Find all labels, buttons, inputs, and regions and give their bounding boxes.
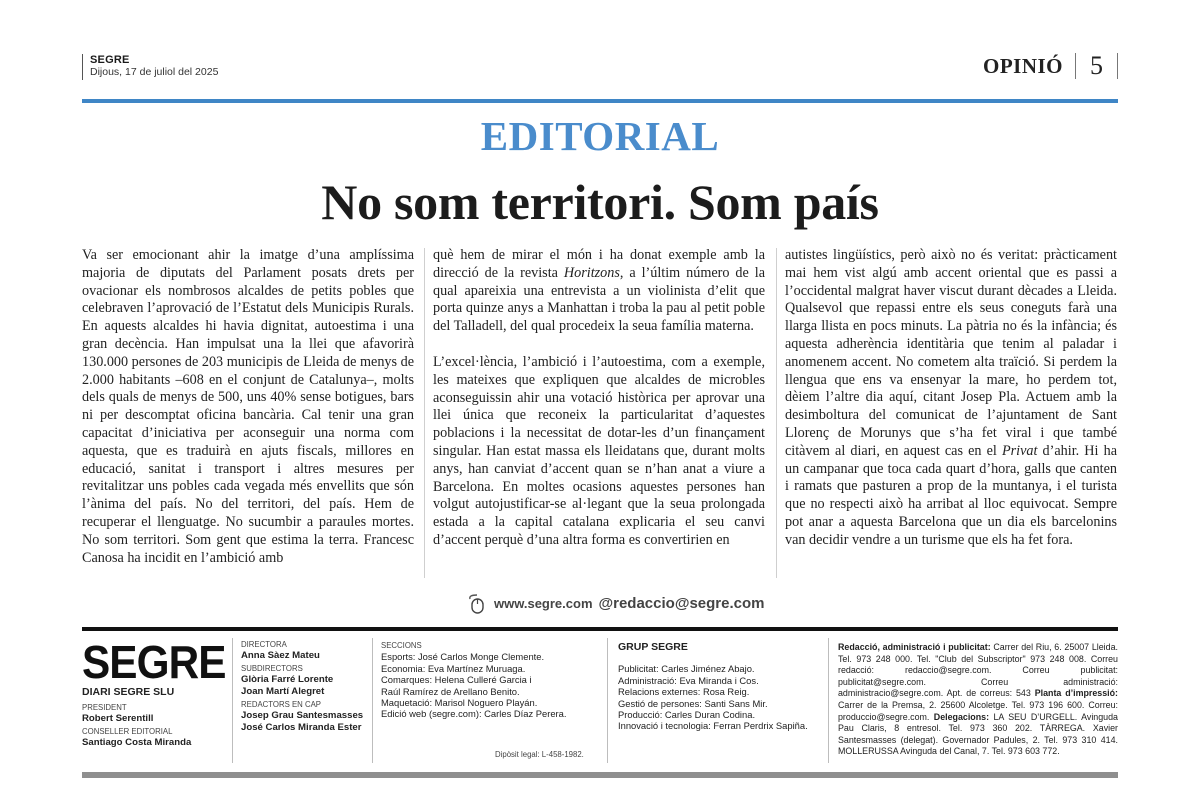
paragraph: què hem de mirar el món i ha donat exemple amb la direcció de la revista Horitzons, a l’últim número de la qual apareixia una entrevista a un violinista d’elit que porta quinze anys a Manhattan i troba la pau al petit poble del Talladell, del qual procedeix la seua família materna. (433, 247, 765, 335)
running-header-right (983, 50, 1118, 82)
paragraph: autistes lingüístics, però això no és veritat: pràcticament mai hem vist algú amb accent oriental que es passi a l’occidental malgrat haver viscut durant dècades a Lleida. Qualsevol que repassi entre els seus coneguts farà una llarga llista en pocs minuts. La pàtria no és la infància; és aquesta adherència identitària que tenim al paladar i anomenem accent. No cometem alta traïció. Si perdem la llengua que ens va ensenyar la mare, ho perdem tot, dèiem l’altre dia aquí, citant Josep Pla. Actuem amb la desimboltura del comunicat de l’ajuntament de Sant Llorenç de Morunys que s’ha fet viral i que també citàvem al diari, en aquest cas en el Privat d’ahir. Hi ha un campanar que toca cada quart d’hora, galls que canten i ramats que pasturen a prop de la muntanya, i el turista que no respecti això ha arribat al lloc equivocat. Sempre pot anar a aquesta Barcelona que un dia els barcelonins van decidir vendre a un turisme que els ha fet fora. (785, 247, 1117, 548)
masthead-sections: SECCIONS Esports: José Carlos Monge Clemente. Economia: Eva Martínez Muruaga. Comarques: Helena Culleré Garcia i Raúl Ramírez de Arellano Benito. Maquetació: Marisol Noguero Playán. Edició web (segre.com): Carles Díaz Perera. (381, 641, 567, 720)
masthead-divider (372, 638, 373, 763)
masthead-addresses: Redacció, administració i publicitat: Carrer del Riu, 6. 25007 Lleida. Tel. 973 248 000. Tel. "Club del Subscriptor" 973 248 008. Correu redacció: redaccio@segre.com. Correu publicitat: publicitat@segre.com. Correu administració: administracio@segre.com. Apt. de correus: 543 Planta d’impressió: Carrer de la Premsa, 2. 25600 Alcoletge. Tel. 973 196 600. Correu: produccio@segre.com. Delegacions: LA SEU D’URGELL. Avinguda Pau Claris, 8 entresol. Tel. 973 360 202. TÀRREGA. Xavier Santesmasses (delegat). Governador Padules, 2. Tel. 973 310 414. MOLLERUSSA Avinguda del Canal, 7. Tel. 973 603 772. (838, 642, 1118, 757)
masthead-divider (828, 638, 829, 763)
column-divider (424, 248, 425, 578)
footer-rule (82, 772, 1118, 778)
masthead-rule (82, 627, 1118, 631)
masthead-divider (607, 638, 608, 763)
article-column-1 (82, 247, 414, 567)
section-name: OPINIÓ (982, 53, 1063, 78)
kicker: EDITORIAL (480, 113, 720, 159)
email-link[interactable]: @redaccio@segre.com (598, 594, 765, 612)
segre-logo: SEGRE (82, 636, 226, 688)
legal-deposit: Dipòsit legal: L-458-1982. (495, 750, 584, 759)
conseller-name: Santiago Costa Miranda (82, 737, 192, 749)
running-header-left (82, 54, 218, 80)
article-column-3 (785, 247, 1117, 550)
company-name: DIARI SEGRE SLU (82, 686, 175, 698)
header-date: Dijous, 17 de juliol del 2025 (90, 66, 219, 78)
president-name: Robert Serentill (82, 713, 154, 724)
masthead-group: GRUP SEGRE Publicitat: Carles Jiménez Abajo. Administració: Eva Miranda i Cos. Relacions externes: Rosa Reig. Gestió de persones: Santi Sans Mir. Producció: Carles Duran Codina. Innovació i tecnologia: Ferran Perdrix Sapiña. (618, 641, 808, 732)
article-column-2 (433, 247, 765, 550)
header-separator (1075, 53, 1076, 79)
masthead-directors: DIRECTORA Anna Sàez Mateu SUBDIRECTORS Glòria Farré Lorente Joan Martí Alegret REDACTORS EN CAP Josep Grau Santesmasses José Carlos Miranda Ester (241, 640, 364, 733)
paragraph: Va ser emocionant ahir la imatge d’una amplíssima majoria de diputats del Parlament posats drets per ovacionar els nombrosos alcaldes de petits pobles que celebraven l’aprovació de l’Estatut dels Municipis Rurals. En aquests alcaldes hi havia dignitat, autoestima i una gran decència. Han impulsat una la llei que afavorirà 130.000 persones de 203 municipis de Lleida de menys de 2.000 habitants –608 en el conjunt de Catalunya–, molts dels quals de menys de 500, uns 40% sense botigues, bars ni per descomptat oficina bancària. Cal tenir una gran capacitat d’iniciativa per aconseguir una norma com aquesta, que es traduirà en ajuts fiscals, millores en educació, sanitat i transport i altres mesures per revitalitzar uns pobles cada vegada més envellits que són l’ànima del país. No del territori, del país. Hem de recuperar el llenguatge. No sucumbir a paraules mortes. No som territori. Som gent que estima la terra. Francesc Canosa ha incidit en l’ambició amb (82, 247, 414, 566)
header-rule (82, 99, 1118, 103)
group-name: GRUP SEGRE (618, 641, 688, 653)
column-divider (776, 248, 777, 578)
page-number: 5 (1090, 53, 1118, 79)
headline: No som territori. Som país (321, 174, 879, 230)
paragraph: L’excel·lència, l’ambició i l’autoestima, com a exemple, les mateixes que expliquen que alcaldes de microbles aconseguissin ahir una votació històrica per aprovar una llei única que reconeix la particularitat d’aquestes poblacions i la necessitat de dotar-les d’un finançament singular. Han estat massa els lleidatans que, durant molts anys, han canviat d’accent quan se n’han anat a viure a Barcelona. En moltes ocasions aquestes persones han volgut autojustificar-se al·legant que la seua prolongada estada a la capital catalana explicaria el seu canvi d’accent perquè d’una altra forma es convertirien en (433, 353, 765, 548)
header-brand: SEGRE (90, 54, 130, 66)
masthead-executives: PRESIDENT Robert Serentill CONSELLER EDITORIAL Santiago Costa Miranda (82, 703, 192, 749)
magazine-title: Horitzons (563, 264, 620, 281)
section-title: Privat (1001, 442, 1038, 459)
mouse-icon (466, 592, 488, 614)
directora-name: Anna Sàez Mateu (241, 650, 320, 661)
masthead-divider (232, 638, 233, 763)
website-link[interactable]: www.segre.com (494, 595, 593, 611)
contact-line (466, 592, 765, 614)
